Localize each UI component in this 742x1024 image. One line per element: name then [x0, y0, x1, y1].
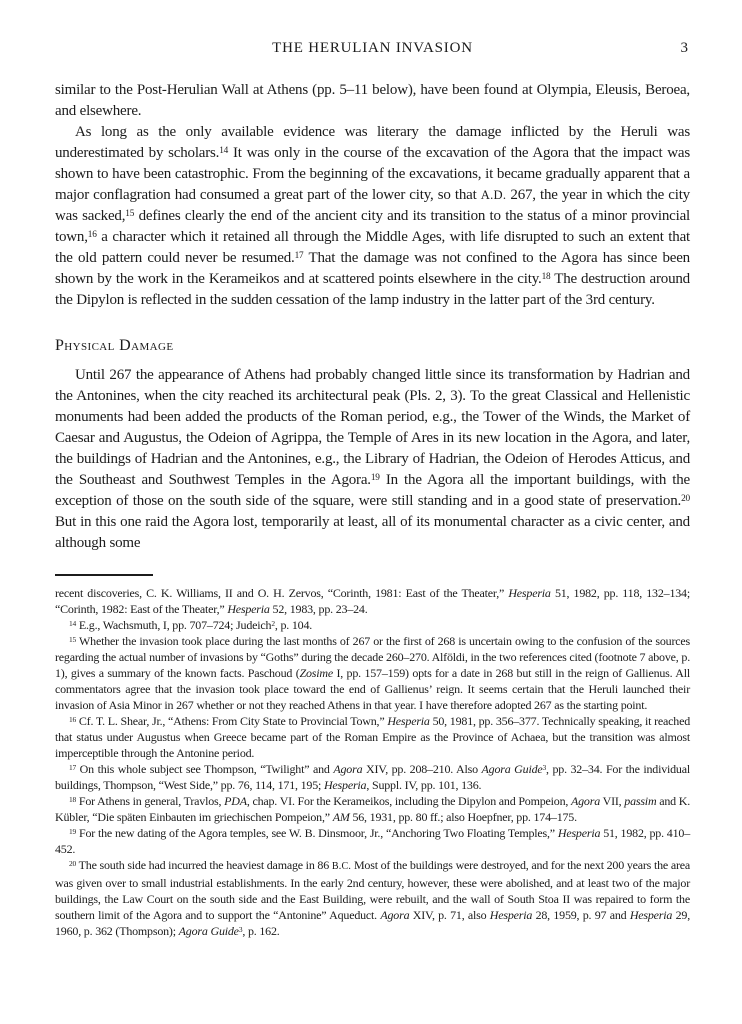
footnote-number: 18 [69, 794, 77, 804]
running-title: THE HERULIAN INVASION [272, 40, 473, 56]
footnote-ref: 19 [370, 472, 380, 483]
body-paragraph: Until 267 the appearance of Athens had probably changed little since its transformation by Hadrian and the Antonines, when the city reached its architectural peak (Pls. 2, 3). To the great Classical and Hellenistic monuments had been added the products of the Roman period, e.g., the Tower of the Winds, the Market of Caesar and Augustus, the Odeion of Agrippa, the Temple of Ares in its new location in the Agora, and later, the buildings of Hadrian and the Antonines, e.g., the Library of Hadrian, the Odeion of Herodes Atticus, and the Southeast and Southwest Temples in the Agora.$^{19}$ In the Agora all the important buildings, with the exception of those on the south side of the square, were still standing and in a good state of preservation.$^{20}$ But in this one raid the Agora lost, temporarily at least, all of its monumental character as a civic center, and although some [55, 367, 690, 551]
footnote-ref: 18 [541, 271, 551, 282]
footnote: $^{20}$ The south side had incurred the heaviest damage in 86 B.C. Most of the buildings were destroyed, and for the next 200 years the area was given over to small industrial establishments. In the early 2nd century, however, these were abolished, and at least two of the major buildings, the Law Court on the south side and the East Building, were rebuilt, and the wall of South Stoa II was repaired to form the southern limit of the Agora and to support the “Antonine” Aqueduct. Agora XIV, p. 71, also Hesperia 28, 1959, p. 97 and Hesperia 29, 1960, p. 362 (Thompson); Agora Guide$^3$, p. 162. [55, 858, 691, 938]
page-header [55, 40, 690, 60]
footnote: recent discoveries, C. K. Williams, II and O. H. Zervos, “Corinth, 1981: East of the Theater,” Hesperia 51, 1982, pp. 118, 132–134; “Corinth, 1982: East of the Theater,” Hesperia 52, 1983, pp. 23–24. [55, 586, 690, 616]
intro-paragraphs [55, 80, 690, 311]
footnotes-block [55, 585, 690, 939]
footnote-number: 14 [69, 618, 77, 628]
footnote-number: 17 [69, 762, 77, 772]
footnote-separator-rule [55, 574, 153, 576]
body-paragraph: As long as the only available evidence was literary the damage inflicted by the Heruli was underestimated by scholars.$^{14}$ It was only in the course of the excavation of the Agora that the impact was shown to have been catastrophic. From the beginning of the excavations, it became gradually apparent that a major conflagration had consumed a great part of the lower city, so that A.D. 267, the year in which the city was sacked,$^{15}$ defines clearly the end of the ancient city and its transition to the status of a minor provincial town,$^{16}$ a character which it retained all through the Middle Ages, with life disrupted to such an extent that the old pattern could never be resumed.$^{17}$ That the damage was not confined to the Agora has since been shown by the work in the Kerameikos and at scattered points elsewhere in the city.$^{18}$ The destruction around the Dipylon is reflected in the sudden cessation of the lamp industry in the latter part of the 3rd century. [55, 124, 690, 308]
footnote-ref: 15 [125, 208, 135, 219]
footnote-ref: 14 [219, 145, 229, 156]
section-heading: Physical Damage [55, 337, 174, 354]
section-paragraphs [55, 365, 690, 554]
body-paragraph: similar to the Post-Herulian Wall at Athens (pp. 5–11 below), have been found at Olympia, Eleusis, Beroea, and elsewhere. [55, 82, 690, 119]
footnote-sup: 2 [271, 618, 275, 628]
page-number: 3 [680, 40, 688, 56]
footnote: $^{18}$ For Athens in general, Travlos, PDA, chap. VI. For the Kerameikos, including the Dipylon and Pompeion, Agora VII, passim and K. Kübler, “Die späten Einbauten im griechischen Pompeion,” AM 56, 1931, pp. 80 ff.; also Hoepfner, pp. 174–175. [55, 794, 691, 824]
footnote-number: 20 [69, 858, 77, 868]
footnote: $^{15}$ Whether the invasion took place during the last months of 267 or the first of 268 is uncertain owing to the confusion of the sources regarding the actual number of invasions by “Goths” during the decade 260–270. Alföldi, in the two references cited (footnote 7 above, p. 1), gives a summary of the known facts. Paschoud (Zosime I, pp. 157–159) opts for a date in 268 but still in the reign of Gallienus. All commentators agree that the invasion took place toward the end of Gallienus’ reign. It seems certain that the Heruli launched their invasion of Asia Minor in 267 whether or not they reached Athens in that year. I have therefore adopted 267 as the starting point. [55, 634, 690, 712]
footnote-ref: 16 [87, 229, 97, 240]
footnote-number: 16 [69, 714, 77, 724]
footnote: $^{17}$ On this whole subject see Thompson, “Twilight” and Agora XIV, pp. 208–210. Also Agora Guide$^3$, pp. 32–34. For the individual buildings, Thompson, “West Side,” pp. 76, 114, 171, 195; Hesperia, Suppl. IV, pp. 101, 136. [55, 762, 690, 792]
footnote-number: 15 [69, 634, 77, 644]
footnote-ref: 17 [294, 250, 304, 261]
footnote: $^{16}$ Cf. T. L. Shear, Jr., “Athens: From City State to Provincial Town,” Hesperia 50, 1981, pp. 356–377. Technically speaking, it reached that status under Augustus when Greece became part of the Roman Empire as the Province of Achaea, but the transition was almost imperceptible through the Antonine period. [55, 714, 690, 760]
footnote-sup: 3 [542, 762, 547, 772]
footnote-number: 19 [69, 826, 77, 836]
footnote-sup: 3 [238, 924, 243, 934]
footnote: $^{19}$ For the new dating of the Agora temples, see W. B. Dinsmoor, Jr., “Anchoring Two Floating Temples,” Hesperia 51, 1982, pp. 410–452. [55, 826, 691, 856]
footnote: $^{14}$ E.g., Wachsmuth, I, pp. 707–724; Judeich$^2$, p. 104. [69, 618, 313, 632]
footnote-ref: 20 [681, 493, 690, 504]
